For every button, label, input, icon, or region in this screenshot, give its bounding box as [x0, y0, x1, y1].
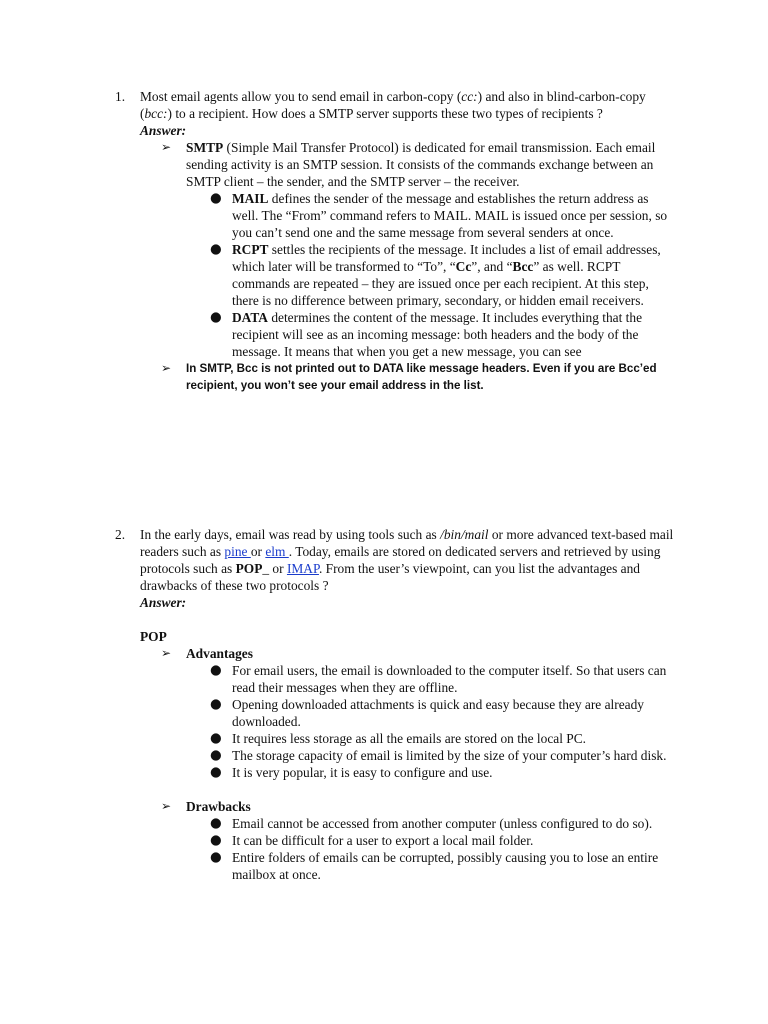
rcpt-description: ” as well. RCPT commands are repeated – they are issued once per each recipient. At this step, there is no difference between primary, secondary, or hidden email receivers.	[232, 259, 649, 308]
arrow-bullet-icon: ➢	[161, 799, 172, 813]
arrow-bullet-icon: ➢	[161, 646, 172, 660]
question-2	[115, 526, 675, 883]
list-item	[210, 241, 675, 309]
list-item	[210, 815, 675, 832]
bcc-note-text: In SMTP, Bcc is not printed out to DATA like message headers. Even if you are Bcc’ed recipient, you won’t see your email address in the list.	[186, 362, 657, 392]
bullet-icon: ●	[210, 833, 222, 848]
question-number: 1.	[115, 89, 126, 104]
question-1	[115, 88, 675, 394]
smtp-point	[161, 139, 675, 190]
question-number: 2.	[115, 527, 126, 542]
imap-link[interactable]: IMAP	[286, 561, 319, 576]
smtp-description: (Simple Mail Transfer Protocol) is dedicated for email transmission. Each email sending activity is an SMTP session. It consists of the commands exchange between an SMTP client – the sender, and the SMTP server – the receiver.	[186, 140, 656, 189]
pop-term: POP	[235, 561, 263, 576]
bcc-term: Bcc	[512, 259, 534, 274]
question-text-part: or	[269, 561, 287, 576]
bullet-icon: ●	[210, 697, 222, 712]
data-term: DATA	[232, 310, 268, 325]
bullet-icon: ●	[210, 310, 222, 325]
bcc-term: bcc:	[144, 106, 168, 121]
question-text-part: . From the user’s viewpoint, can you list the advantages and drawbacks of these two protocols ?	[140, 561, 640, 593]
smtp-commands-list	[210, 190, 675, 360]
advantages-list	[210, 662, 675, 781]
question-text	[140, 88, 675, 122]
list-item	[210, 662, 675, 696]
answer-label: Answer:	[140, 595, 187, 610]
bullet-icon: ●	[210, 663, 222, 678]
list-item	[210, 747, 675, 764]
pine-link[interactable]: pine	[224, 544, 251, 559]
cc-term: Cc	[455, 259, 472, 274]
advantage-text: It requires less storage as all the emails are stored on the local PC.	[232, 731, 587, 746]
drawbacks-list	[210, 815, 675, 883]
pop-section-title: POP	[140, 629, 167, 644]
bullet-icon: ●	[210, 748, 222, 763]
bullet-icon: ●	[210, 816, 222, 831]
list-item	[210, 730, 675, 747]
drawbacks-label: Drawbacks	[186, 799, 251, 814]
list-item	[210, 190, 675, 241]
advantage-text: Opening downloaded attachments is quick and easy because they are already downloaded.	[232, 697, 644, 729]
bullet-icon: ●	[210, 242, 222, 257]
question-text-part: _	[262, 561, 270, 576]
elm-link[interactable]: elm	[265, 544, 289, 559]
question-text-part: ) to a recipient. How does a SMTP server supports these two types of recipients ?	[167, 106, 603, 121]
list-item	[210, 849, 675, 883]
advantages-heading	[161, 645, 675, 662]
rcpt-description: ”, and “	[471, 259, 513, 274]
advantage-text: It is very popular, it is easy to configure and use.	[232, 765, 493, 780]
bullet-icon: ●	[210, 765, 222, 780]
advantage-text: For email users, the email is downloaded to the computer itself. So that users can read their messages when they are offline.	[232, 663, 667, 695]
drawback-text: It can be difficult for a user to export a local mail folder.	[232, 833, 534, 848]
bullet-icon: ●	[210, 191, 222, 206]
bcc-note	[161, 360, 675, 394]
arrow-bullet-icon: ➢	[161, 140, 172, 154]
drawbacks-heading	[161, 798, 675, 815]
question-text-part: . Today, emails are stored on dedicated servers and retrieved by using protocols such as	[140, 544, 661, 576]
binmail-term: /bin/mail	[440, 527, 489, 542]
cc-term: cc:	[461, 89, 478, 104]
bullet-icon: ●	[210, 731, 222, 746]
list-item	[210, 764, 675, 781]
list-item	[210, 832, 675, 849]
question-text-part: ) and also in blind-carbon-copy (	[140, 89, 646, 121]
question-text-part: Most email agents allow you to send email in carbon-copy (	[140, 89, 462, 104]
list-item	[210, 309, 675, 360]
rcpt-description: settles the recipients of the message. It includes a list of email addresses, which later will be transformed to “To”, “	[232, 242, 661, 274]
question-text	[140, 526, 675, 594]
advantages-label: Advantages	[186, 646, 253, 661]
question-text-part: In the early days, email was read by using tools such as	[140, 527, 441, 542]
advantage-text: The storage capacity of email is limited by the size of your computer’s hard disk.	[232, 748, 667, 763]
question-text-part: or	[250, 544, 266, 559]
drawback-text: Email cannot be accessed from another computer (unless configured to do so).	[232, 816, 653, 831]
answer-label: Answer:	[140, 123, 187, 138]
data-description: determines the content of the message. It includes everything that the recipient will see as an incoming message: both headers and the body of the message. It means that when you get a new message, you can see	[232, 310, 643, 359]
bullet-icon: ●	[210, 850, 222, 865]
mail-description: defines the sender of the message and establishes the return address as well. The “From” command refers to MAIL. MAIL is issued once per session, so you can’t send one and the same message from several senders at once.	[232, 191, 668, 240]
question-text-part: or more advanced text-based mail readers such as	[140, 527, 674, 559]
rcpt-term: RCPT	[232, 242, 269, 257]
list-item	[210, 696, 675, 730]
mail-term: MAIL	[232, 191, 269, 206]
arrow-bullet-icon: ➢	[161, 361, 172, 375]
drawback-text: Entire folders of emails can be corrupted, possibly causing you to lose an entire mailbox at once.	[232, 850, 659, 882]
smtp-term: SMTP	[186, 140, 224, 155]
